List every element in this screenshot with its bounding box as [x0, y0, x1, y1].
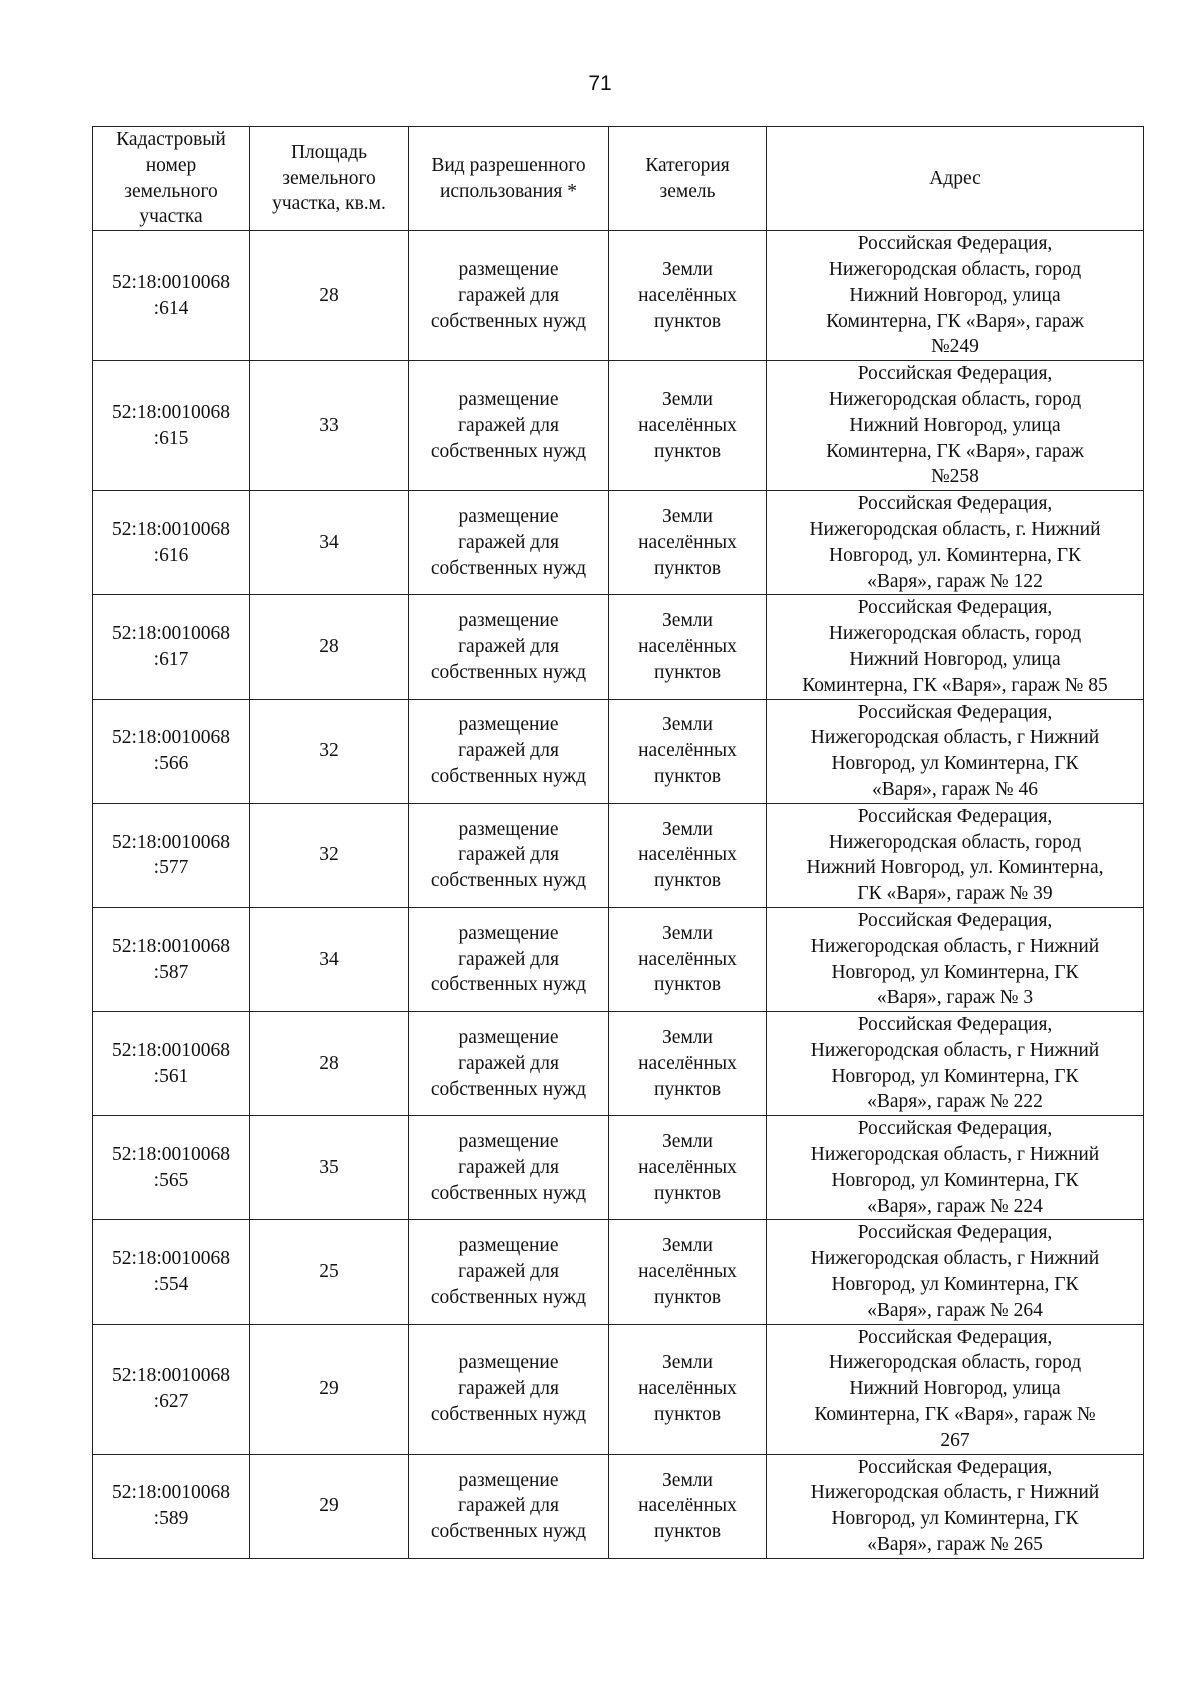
permitted-use-cell: размещение гаражей для собственных нужд	[409, 595, 609, 699]
table-row	[93, 491, 1144, 595]
table-row	[93, 1116, 1144, 1220]
address-cell: Российская Федерация, Нижегородская область, г Нижний Новгород, ул Коминтерна, ГК «Варя», гараж № 222	[767, 1012, 1144, 1116]
area-cell: 25	[250, 1220, 409, 1324]
area-cell: 28	[250, 1012, 409, 1116]
land-category-cell: Земли населённых пунктов	[609, 1012, 767, 1116]
permitted-use-cell: размещение гаражей для собственных нужд	[409, 1220, 609, 1324]
table-row	[93, 1454, 1144, 1558]
table-row	[93, 361, 1144, 491]
land-plots-table	[92, 126, 1144, 1559]
land-category-cell: Земли населённых пунктов	[609, 491, 767, 595]
cadastral-number-cell: 52:18:0010068 :587	[93, 907, 250, 1011]
permitted-use-cell: размещение гаражей для собственных нужд	[409, 361, 609, 491]
land-category-cell: Земли населённых пунктов	[609, 1454, 767, 1558]
address-cell: Российская Федерация, Нижегородская область, город Нижний Новгород, ул. Коминтерна, ГК «Варя», гараж № 39	[767, 803, 1144, 907]
cadastral-number-cell: 52:18:0010068 :616	[93, 491, 250, 595]
address-cell: Российская Федерация, Нижегородская область, г Нижний Новгород, ул Коминтерна, ГК «Варя», гараж № 224	[767, 1116, 1144, 1220]
cadastral-number-cell: 52:18:0010068 :561	[93, 1012, 250, 1116]
land-category-cell: Земли населённых пунктов	[609, 595, 767, 699]
cadastral-number-cell: 52:18:0010068 :554	[93, 1220, 250, 1324]
permitted-use-cell: размещение гаражей для собственных нужд	[409, 1116, 609, 1220]
land-category-cell: Земли населённых пунктов	[609, 803, 767, 907]
page-number: 71	[588, 72, 612, 95]
area-cell: 28	[250, 595, 409, 699]
permitted-use-cell: размещение гаражей для собственных нужд	[409, 231, 609, 361]
table-row	[93, 1220, 1144, 1324]
table-row	[93, 1012, 1144, 1116]
permitted-use-cell: размещение гаражей для собственных нужд	[409, 699, 609, 803]
table-row	[93, 803, 1144, 907]
address-cell: Российская Федерация, Нижегородская область, г Нижний Новгород, ул Коминтерна, ГК «Варя», гараж № 46	[767, 699, 1144, 803]
land-category-cell: Земли населённых пунктов	[609, 1220, 767, 1324]
cadastral-number-cell: 52:18:0010068 :627	[93, 1324, 250, 1454]
land-category-cell: Земли населённых пунктов	[609, 231, 767, 361]
address-cell: Российская Федерация, Нижегородская область, город Нижний Новгород, улица Коминтерна, ГК «Варя», гараж № 267	[767, 1324, 1144, 1454]
cadastral-number-cell: 52:18:0010068 :617	[93, 595, 250, 699]
area-cell: 29	[250, 1454, 409, 1558]
address-cell: Российская Федерация, Нижегородская область, г Нижний Новгород, ул Коминтерна, ГК «Варя», гараж № 3	[767, 907, 1144, 1011]
table-row	[93, 231, 1144, 361]
permitted-use-cell: размещение гаражей для собственных нужд	[409, 1012, 609, 1116]
cadastral-number-cell: 52:18:0010068 :577	[93, 803, 250, 907]
land-category-cell: Земли населённых пунктов	[609, 361, 767, 491]
header-land-category: Категория земель	[609, 127, 767, 231]
permitted-use-cell: размещение гаражей для собственных нужд	[409, 1454, 609, 1558]
area-cell: 34	[250, 491, 409, 595]
area-cell: 28	[250, 231, 409, 361]
header-cadastral-number: Кадастровый номер земельного участка	[93, 127, 250, 231]
header-address: Адрес	[767, 127, 1144, 231]
permitted-use-cell: размещение гаражей для собственных нужд	[409, 907, 609, 1011]
address-cell: Российская Федерация, Нижегородская область, город Нижний Новгород, улица Коминтерна, ГК «Варя», гараж №258	[767, 361, 1144, 491]
land-category-cell: Земли населённых пунктов	[609, 1324, 767, 1454]
land-category-cell: Земли населённых пунктов	[609, 907, 767, 1011]
table-row	[93, 1324, 1144, 1454]
area-cell: 32	[250, 803, 409, 907]
cadastral-number-cell: 52:18:0010068 :566	[93, 699, 250, 803]
address-cell: Российская Федерация, Нижегородская область, г Нижний Новгород, ул Коминтерна, ГК «Варя», гараж № 264	[767, 1220, 1144, 1324]
address-cell: Российская Федерация, Нижегородская область, г Нижний Новгород, ул Коминтерна, ГК «Варя», гараж № 265	[767, 1454, 1144, 1558]
table-row	[93, 699, 1144, 803]
header-area: Площадь земельного участка, кв.м.	[250, 127, 409, 231]
table-row	[93, 907, 1144, 1011]
header-permitted-use: Вид разрешенного использования *	[409, 127, 609, 231]
permitted-use-cell: размещение гаражей для собственных нужд	[409, 1324, 609, 1454]
cadastral-number-cell: 52:18:0010068 :589	[93, 1454, 250, 1558]
permitted-use-cell: размещение гаражей для собственных нужд	[409, 491, 609, 595]
land-category-cell: Земли населённых пунктов	[609, 699, 767, 803]
area-cell: 33	[250, 361, 409, 491]
cadastral-number-cell: 52:18:0010068 :615	[93, 361, 250, 491]
table-row	[93, 595, 1144, 699]
table-header-row	[93, 127, 1144, 231]
cadastral-number-cell: 52:18:0010068 :614	[93, 231, 250, 361]
area-cell: 35	[250, 1116, 409, 1220]
address-cell: Российская Федерация, Нижегородская область, г. Нижний Новгород, ул. Коминтерна, ГК «Варя», гараж № 122	[767, 491, 1144, 595]
area-cell: 32	[250, 699, 409, 803]
land-category-cell: Земли населённых пунктов	[609, 1116, 767, 1220]
area-cell: 29	[250, 1324, 409, 1454]
address-cell: Российская Федерация, Нижегородская область, город Нижний Новгород, улица Коминтерна, ГК «Варя», гараж № 85	[767, 595, 1144, 699]
area-cell: 34	[250, 907, 409, 1011]
cadastral-number-cell: 52:18:0010068 :565	[93, 1116, 250, 1220]
permitted-use-cell: размещение гаражей для собственных нужд	[409, 803, 609, 907]
address-cell: Российская Федерация, Нижегородская область, город Нижний Новгород, улица Коминтерна, ГК «Варя», гараж №249	[767, 231, 1144, 361]
